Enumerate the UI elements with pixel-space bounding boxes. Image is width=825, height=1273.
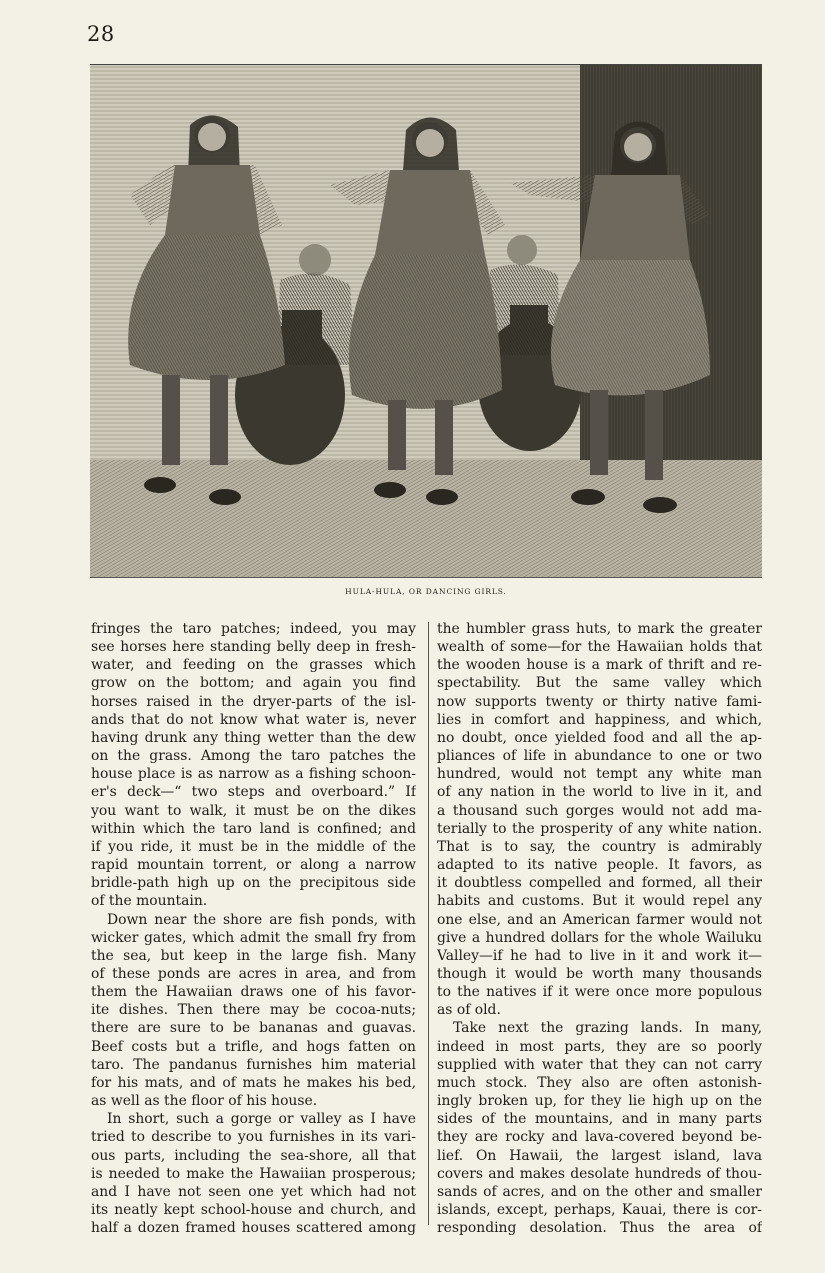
text-line: er's deck—“ two steps and overboard.” If — [91, 784, 416, 801]
text-line: much stock. They also are often astonish- — [437, 1074, 762, 1091]
text-line: wicker gates, which admit the small fry from — [91, 929, 416, 946]
text-line: no doubt, once yielded food and all the ap- — [437, 729, 762, 746]
text-line: of these ponds are acres in area, and from — [91, 965, 416, 982]
text-column-left — [91, 620, 416, 1237]
figure-caption: HULA-HULA, OR DANCING GIRLS. — [345, 587, 507, 596]
text-line: on the grass. Among the taro patches the — [91, 748, 416, 765]
text-column-right — [437, 620, 762, 1237]
text-line: Beef costs but a trifle, and hogs fatten on — [91, 1038, 416, 1055]
text-line: there are sure to be bananas and guavas. — [91, 1020, 416, 1037]
text-line: tried to describe to you furnishes in its vari- — [91, 1129, 416, 1146]
text-line: and I have not seen one yet which had not — [91, 1183, 416, 1200]
text-line: to the natives if it were once more populous — [437, 984, 762, 1001]
text-line: responding desolation. Thus the area of — [437, 1220, 762, 1237]
text-line: spectability. But the same valley which — [437, 675, 762, 692]
text-line: as of old. — [437, 1002, 501, 1019]
text-line: pliances of life in abundance to one or two — [437, 748, 762, 765]
text-line: as well as the floor of his house. — [91, 1093, 318, 1110]
text-line: see horses here standing belly deep in fresh- — [91, 639, 416, 656]
text-line: taro. The pandanus furnishes him material — [91, 1056, 416, 1073]
text-line: the sea, but keep in the large fish. Many — [91, 947, 416, 964]
text-line: house place is as narrow as a fishing schoon- — [91, 766, 416, 783]
text-line: rapid mountain torrent, or along a narrow — [91, 857, 416, 874]
text-line: though it would be worth many thousands — [437, 965, 762, 982]
text-line: for his mats, and of mats he makes his bed, — [91, 1074, 416, 1091]
page-number: 28 — [87, 22, 115, 46]
text-line: they are rocky and lava-covered beyond be- — [437, 1129, 762, 1146]
text-line: bridle-path high up on the precipitous side — [91, 875, 416, 892]
text-line: having drunk any thing wetter than the dew — [91, 729, 416, 746]
text-line: is needed to make the Hawaiian prosperous; — [91, 1165, 416, 1182]
text-line: Valley—if he had to live in it and work it— — [437, 947, 762, 964]
text-line: a thousand such gorges would not add ma- — [437, 802, 762, 819]
text-line: sides of the mountains, and in many parts — [437, 1111, 762, 1128]
text-line: That is to say, the country is admirably — [437, 838, 762, 855]
text-line: ands that do not know what water is, never — [91, 711, 416, 728]
text-line: ingly broken up, for they lie high up on the — [437, 1093, 762, 1110]
column-divider — [428, 622, 429, 1225]
text-line: horses raised in the dryer-parts of the isl- — [91, 693, 416, 710]
text-line: hundred, would not tempt any white man — [437, 766, 762, 783]
text-line: lies in comfort and happiness, and which, — [437, 711, 762, 728]
text-line: of the mountain. — [91, 893, 208, 910]
text-line: the humbler grass huts, to mark the greater — [437, 621, 762, 637]
text-line: you want to walk, it must be on the dikes — [91, 802, 416, 819]
text-line: indeed in most parts, they are so poorly — [437, 1038, 762, 1055]
text-line: adapted to its native people. It favors, as — [437, 857, 762, 874]
text-line: Take next the grazing lands. In many, — [453, 1020, 762, 1037]
text-line: supplied with water that they can not carry — [437, 1056, 762, 1073]
text-line: islands, except, perhaps, Kauai, there is cor- — [437, 1202, 762, 1218]
text-line: if you ride, it must be in the middle of the — [91, 838, 416, 855]
text-line: them the Hawaiian draws one of his favor- — [91, 984, 416, 1001]
text-line: habits and customs. But it would repel any — [437, 893, 762, 910]
text-line: of any nation in the world to live in it, and — [437, 784, 762, 801]
text-line: it doubtless compelled and formed, all their — [437, 875, 762, 892]
text-line: grow on the bottom; and again you find — [91, 675, 416, 692]
text-line: fringes the taro patches; indeed, you may — [91, 621, 416, 637]
text-line: its neatly kept school-house and church, and — [91, 1202, 416, 1218]
text-line: Down near the shore are fish ponds, with — [107, 911, 416, 928]
text-line: lief. On Hawaii, the largest island, lava — [437, 1147, 762, 1164]
text-line: terially to the prosperity of any white nation. — [437, 820, 762, 837]
text-line: within which the taro land is confined; and — [91, 820, 416, 837]
engraving-illustration — [90, 64, 762, 578]
text-line: ite dishes. Then there may be cocoa-nuts; — [91, 1002, 416, 1019]
text-line: give a hundred dollars for the whole Wailuku — [437, 929, 762, 946]
text-line: wealth of some—for the Hawaiian holds that — [437, 639, 762, 656]
text-line: half a dozen framed houses scattered among — [91, 1220, 416, 1237]
text-line: ous parts, including the sea-shore, all that — [91, 1147, 416, 1164]
text-line: water, and feeding on the grasses which — [91, 657, 416, 674]
text-line: In short, such a gorge or valley as I have — [107, 1111, 416, 1128]
text-line: the wooden house is a mark of thrift and re- — [437, 657, 762, 674]
text-line: now supports twenty or thirty native fami- — [437, 693, 762, 710]
text-line: one else, and an American farmer would not — [437, 911, 762, 928]
text-line: sands of acres, and on the other and smaller — [437, 1183, 762, 1200]
text-line: covers and makes desolate hundreds of thou- — [437, 1165, 762, 1182]
